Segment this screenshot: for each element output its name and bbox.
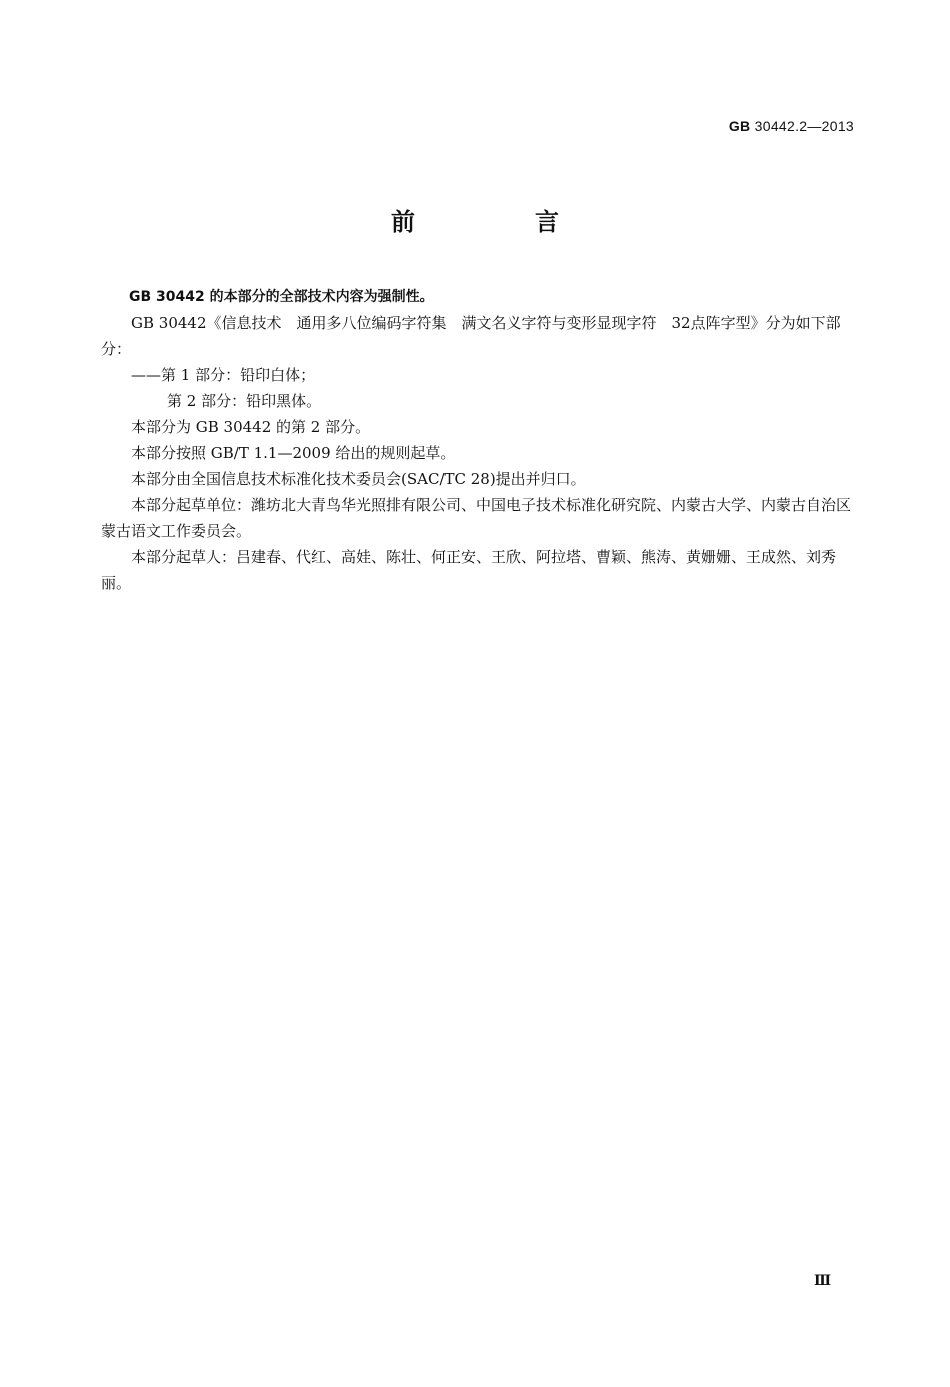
series-intro-paragraph: GB 30442《信息技术 通用多八位编码字符集 满文名义字符与变形显现字符 32点阵字型》分为如下部分： <box>101 314 841 358</box>
part-list-item-1: ——第 1 部分：铅印白体； <box>131 366 316 384</box>
standard-number-header <box>729 118 854 134</box>
drafting-units-paragraph: 本部分起草单位：潍坊北大青鸟华光照排有限公司、中国电子技术标准化研究院、内蒙古大学、内蒙古自治区蒙古语文工作委员会。 <box>101 496 852 540</box>
drafters-paragraph: 本部分起草人：吕建春、代红、高娃、陈壮、何正安、王欣、阿拉塔、曹颖、熊涛、黄姗姗、王成然、刘秀丽。 <box>101 548 837 592</box>
proposer-paragraph: 本部分由全国信息技术标准化技术委员会(SAC/TC 28)提出并归口。 <box>131 470 586 488</box>
standard-prefix: GB <box>728 118 751 134</box>
part-list-item-2: 第 2 部分：铅印黑体。 <box>167 392 322 410</box>
foreword-body <box>101 284 853 596</box>
page-number: Ⅲ <box>813 1274 831 1289</box>
mandatory-statement: GB 30442 的本部分的全部技术内容为强制性。 <box>129 289 434 305</box>
drafting-rules-paragraph: 本部分按照 GB/T 1.1—2009 给出的规则起草。 <box>131 444 456 462</box>
this-part-paragraph: 本部分为 GB 30442 的第 2 部分。 <box>131 418 371 436</box>
standard-number: 30442.2—2013 <box>754 118 854 134</box>
page-title: 前 言 <box>391 208 607 236</box>
